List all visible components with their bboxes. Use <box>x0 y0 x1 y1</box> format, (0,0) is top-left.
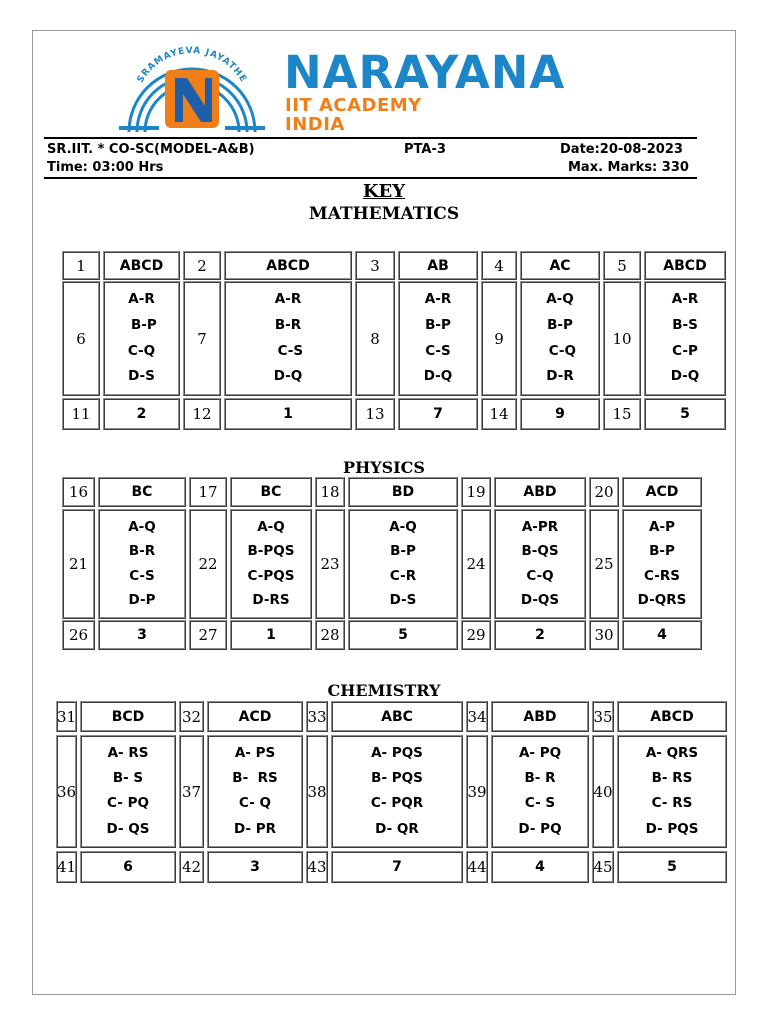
question-number: 15 <box>603 398 641 430</box>
integer-answer: 6 <box>80 851 176 883</box>
match-line: C-R <box>389 567 417 584</box>
mcq-answer: ABD <box>494 477 586 507</box>
match-line: B-P <box>425 316 451 333</box>
match-answer <box>622 509 702 619</box>
question-number: 21 <box>62 509 95 619</box>
match-line: B- PQS <box>371 770 423 787</box>
match-answer <box>617 735 727 848</box>
match-line: C- PQ <box>107 795 149 812</box>
brand-name: NARAYANA <box>284 46 566 99</box>
match-answer <box>103 281 180 396</box>
question-number: 36 <box>56 735 77 848</box>
question-number: 28 <box>315 620 345 650</box>
match-line: B- R <box>524 770 556 787</box>
question-number: 10 <box>603 281 641 396</box>
question-number: 11 <box>62 398 100 430</box>
question-number: 31 <box>56 701 77 732</box>
mcq-answer: ABCD <box>103 251 180 280</box>
match-answer <box>348 509 458 619</box>
question-number: 24 <box>461 509 491 619</box>
question-number: 14 <box>481 398 517 430</box>
mathematics-mcq-row <box>62 251 726 280</box>
match-line: D-S <box>128 368 155 385</box>
match-line: C-PQS <box>247 567 295 584</box>
mathematics-title: MATHEMATICS <box>308 204 460 224</box>
header-rule-top <box>44 137 697 139</box>
match-answer <box>98 509 186 619</box>
match-line: B-P <box>126 316 157 333</box>
question-number: 8 <box>355 281 395 396</box>
integer-answer: 7 <box>398 398 478 430</box>
match-line: C-P <box>672 342 698 359</box>
question-number: 26 <box>62 620 95 650</box>
match-line: A-Q <box>546 291 574 308</box>
match-line: C-Q <box>526 567 554 584</box>
integer-answer: 5 <box>348 620 458 650</box>
course-label: SR.IIT. * CO-SC(MODEL-A&B) <box>47 142 255 157</box>
match-line: C-Q <box>544 342 576 359</box>
max-marks-label: Max. Marks: 330 <box>568 160 689 175</box>
match-line: C- PQR <box>370 795 424 812</box>
match-line: A- PQ <box>518 744 562 761</box>
match-line: D-R <box>546 368 574 385</box>
question-number: 4 <box>481 251 517 280</box>
question-number: 2 <box>183 251 221 280</box>
match-line: D-QS <box>520 592 560 608</box>
match-answer <box>207 735 303 848</box>
question-number: 6 <box>62 281 100 396</box>
question-number: 43 <box>306 851 328 883</box>
question-number: 1 <box>62 251 100 280</box>
question-number: 13 <box>355 398 395 430</box>
mcq-answer: BC <box>230 477 312 507</box>
match-answer <box>491 735 589 848</box>
question-number: 41 <box>56 851 77 883</box>
time-label: Time: 03:00 Hrs <box>47 160 164 175</box>
question-number: 44 <box>466 851 488 883</box>
narayana-logo-icon <box>117 40 267 136</box>
match-line: A-R <box>671 291 699 308</box>
question-number: 18 <box>315 477 345 507</box>
match-answer <box>398 281 478 396</box>
integer-answer: 2 <box>494 620 586 650</box>
match-answer <box>644 281 726 396</box>
match-answer <box>224 281 352 396</box>
integer-answer: 7 <box>331 851 463 883</box>
question-number: 25 <box>589 509 619 619</box>
question-number: 17 <box>189 477 227 507</box>
match-line: B-S <box>672 316 698 333</box>
question-number: 37 <box>179 735 204 848</box>
match-answer <box>230 509 312 619</box>
match-line: C-S <box>425 342 451 359</box>
integer-answer: 5 <box>617 851 727 883</box>
header-rule-bottom <box>44 177 697 179</box>
match-line: D- PQ <box>518 820 562 837</box>
match-line: D- QR <box>375 820 419 837</box>
match-line: C-S <box>272 342 304 359</box>
question-number: 23 <box>315 509 345 619</box>
mcq-answer: ABCD <box>224 251 352 280</box>
question-number: 20 <box>589 477 619 507</box>
match-line: B-P <box>547 316 573 333</box>
match-answer <box>331 735 463 848</box>
mathematics-match-row <box>62 281 726 396</box>
match-line: A- QRS <box>645 744 699 761</box>
integer-answer: 9 <box>520 398 600 430</box>
match-line: D-Q <box>423 368 453 385</box>
question-number: 12 <box>183 398 221 430</box>
integer-answer: 1 <box>224 398 352 430</box>
question-number: 38 <box>306 735 328 848</box>
brand-country: INDIA <box>285 114 345 135</box>
question-number: 35 <box>592 701 614 732</box>
mcq-answer: AC <box>520 251 600 280</box>
match-answer <box>520 281 600 396</box>
match-line: A-P <box>649 518 675 535</box>
match-line: D-Q <box>273 368 303 385</box>
match-line: B-P <box>390 543 416 559</box>
question-number: 32 <box>179 701 204 732</box>
match-line: B- S <box>112 770 144 787</box>
mcq-answer: BD <box>348 477 458 507</box>
question-number: 39 <box>466 735 488 848</box>
mcq-answer: ACD <box>622 477 702 507</box>
match-line: B-R <box>274 316 302 333</box>
mcq-answer: AB <box>398 251 478 280</box>
question-number: 9 <box>481 281 517 396</box>
question-number: 27 <box>189 620 227 650</box>
test-label: PTA-3 <box>404 142 446 157</box>
match-line: C- RS <box>651 795 693 812</box>
mcq-answer: ACD <box>207 701 303 732</box>
question-number: 33 <box>306 701 328 732</box>
match-line: A-R <box>128 291 155 308</box>
match-line: B- RS <box>651 770 693 787</box>
chemistry-integer-row <box>56 851 727 883</box>
date-label: Date:20-08-2023 <box>560 142 683 157</box>
chemistry-match-row <box>56 735 727 848</box>
match-line: C-RS <box>644 567 680 584</box>
mcq-answer: ABCD <box>617 701 727 732</box>
match-line: C-Q <box>127 342 156 359</box>
integer-answer: 3 <box>98 620 186 650</box>
match-line: D- QS <box>106 820 150 837</box>
question-number: 30 <box>589 620 619 650</box>
match-line: A-R <box>424 291 452 308</box>
match-answer <box>80 735 176 848</box>
question-number: 42 <box>179 851 204 883</box>
integer-answer: 1 <box>230 620 312 650</box>
mcq-answer: BC <box>98 477 186 507</box>
integer-answer: 2 <box>103 398 180 430</box>
match-line: B- RS <box>232 770 278 787</box>
match-line: B-PQS <box>247 543 295 559</box>
mcq-answer: ABC <box>331 701 463 732</box>
integer-answer: 3 <box>207 851 303 883</box>
question-number: 40 <box>592 735 614 848</box>
integer-answer: 4 <box>491 851 589 883</box>
match-line: A-PR <box>521 518 559 535</box>
integer-answer: 4 <box>622 620 702 650</box>
question-number: 19 <box>461 477 491 507</box>
match-line: D-QRS <box>637 592 687 608</box>
match-line: D-S <box>389 592 417 608</box>
match-line: D-P <box>128 592 156 608</box>
match-line: B-P <box>649 543 675 559</box>
brand-subtitle: IIT ACADEMY <box>285 95 422 116</box>
question-number: 7 <box>183 281 221 396</box>
physics-integer-row <box>62 620 702 650</box>
question-number: 45 <box>592 851 614 883</box>
integer-answer: 5 <box>644 398 726 430</box>
physics-match-row <box>62 509 702 619</box>
match-line: A-Q <box>128 518 156 535</box>
question-number: 29 <box>461 620 491 650</box>
physics-mcq-row <box>62 477 702 507</box>
match-line: B-R <box>128 543 156 559</box>
mathematics-integer-row <box>62 398 726 430</box>
key-title: KEY <box>362 181 406 202</box>
chemistry-mcq-row <box>56 701 727 732</box>
question-number: 5 <box>603 251 641 280</box>
question-number: 22 <box>189 509 227 619</box>
match-answer <box>494 509 586 619</box>
question-number: 3 <box>355 251 395 280</box>
match-line: D-RS <box>252 592 290 608</box>
match-line: A- PQS <box>371 744 423 761</box>
seal-text: SRAMAYEVA JAYATHE <box>135 45 249 85</box>
mcq-answer: ABD <box>491 701 589 732</box>
question-number: 16 <box>62 477 95 507</box>
match-line: A- PS <box>234 744 276 761</box>
chemistry-title: CHEMISTRY <box>327 681 441 700</box>
match-line: A-Q <box>389 518 417 535</box>
mcq-answer: ABCD <box>644 251 726 280</box>
match-line: D- PR <box>233 820 277 837</box>
match-line: A-R <box>274 291 302 308</box>
physics-title: PHYSICS <box>343 458 425 477</box>
match-line: C- S <box>524 795 556 812</box>
match-line: B-QS <box>521 543 559 559</box>
mcq-answer: BCD <box>80 701 176 732</box>
match-line: A- RS <box>107 744 149 761</box>
match-line: C- Q <box>239 795 271 812</box>
match-line: A-Q <box>257 518 285 535</box>
match-line: D-Q <box>670 368 700 385</box>
match-line: D- PQS <box>645 820 699 837</box>
match-line: C-S <box>129 567 155 584</box>
question-number: 34 <box>466 701 488 732</box>
